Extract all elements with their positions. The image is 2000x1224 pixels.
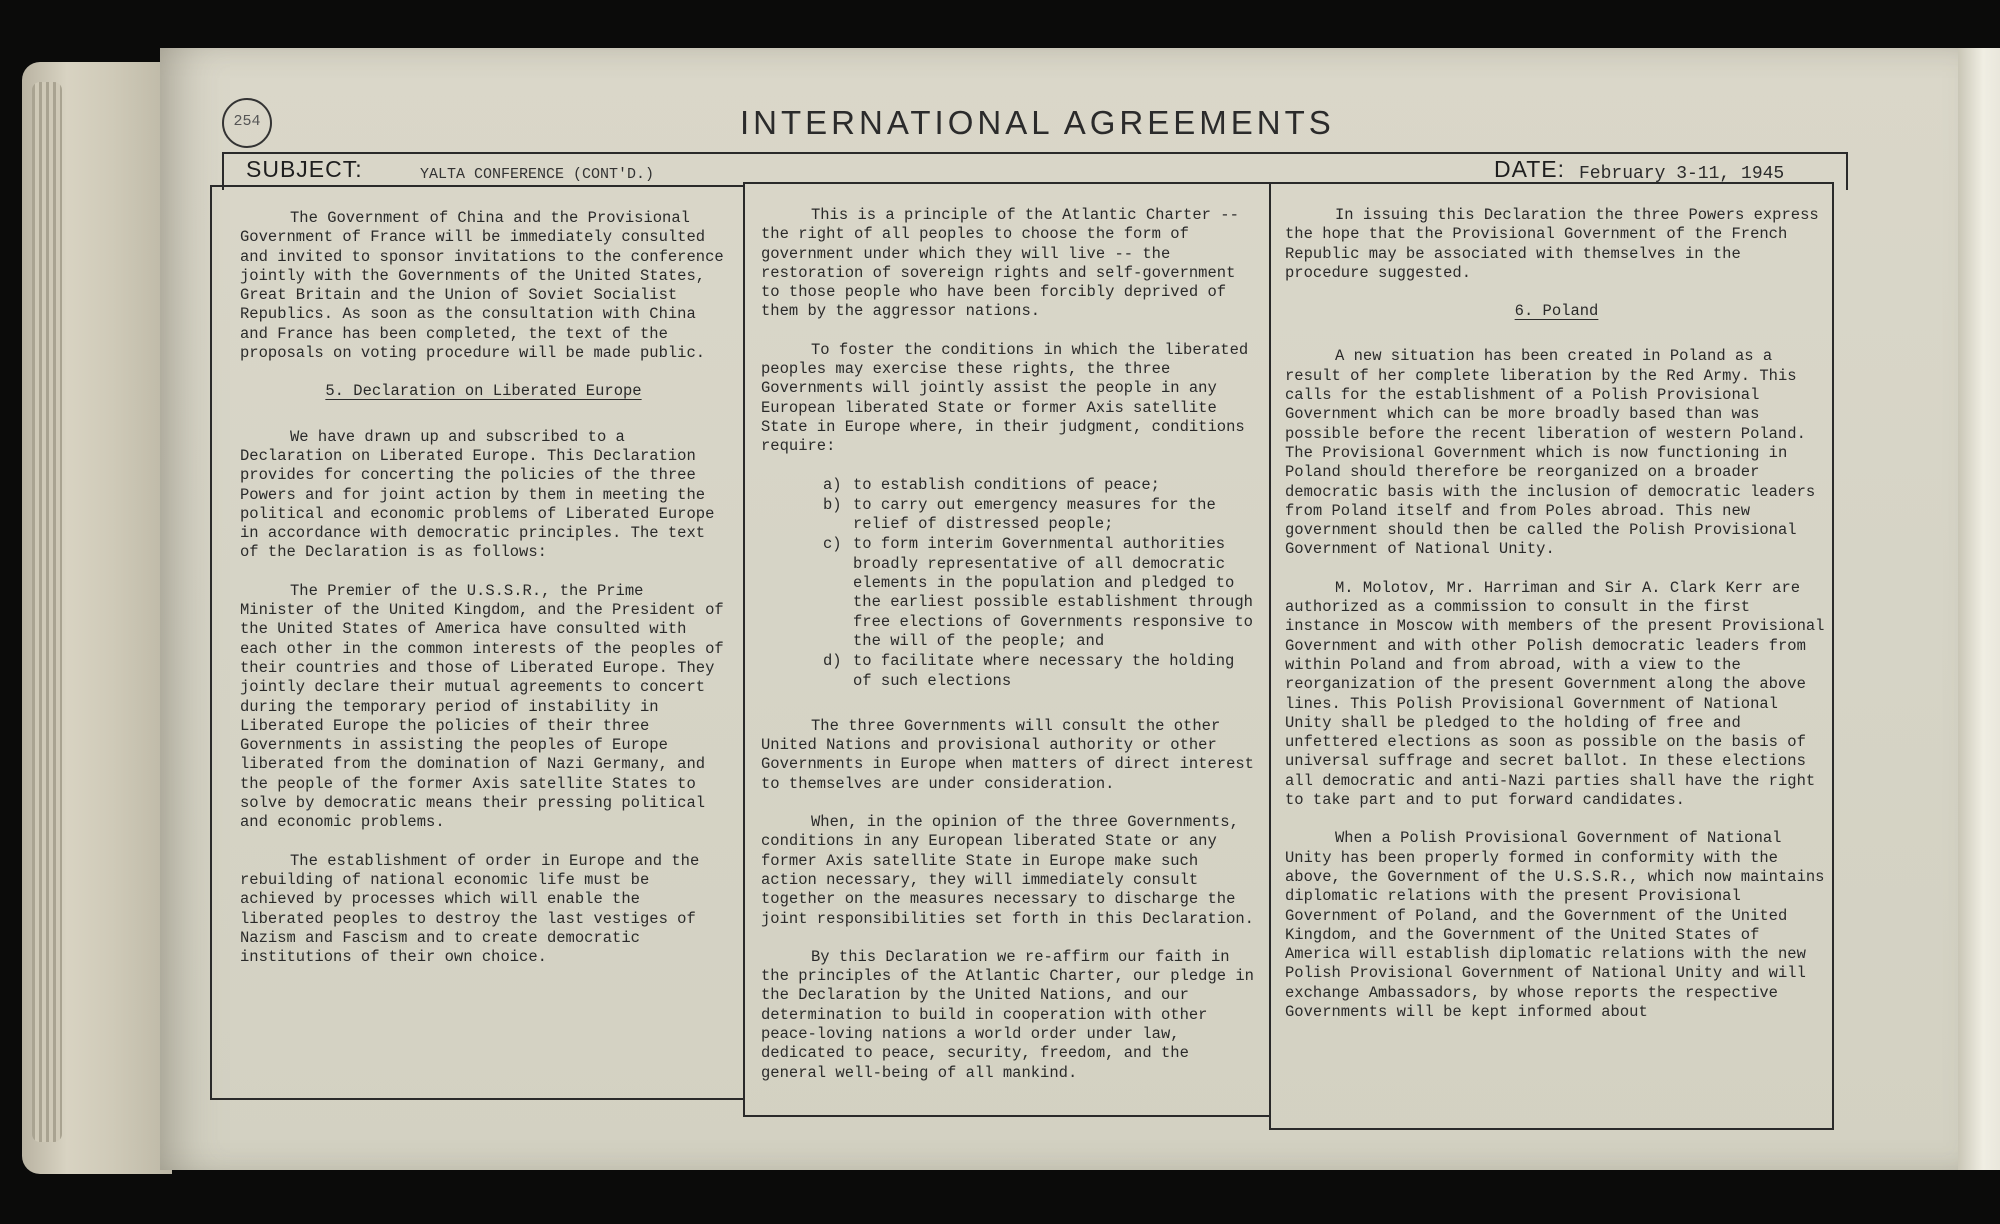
paragraph: The Government of China and the Provisional Government of France will be immediately consulted and invited to sponsor invitations to the conference jointly with the Governments of the United States, Great Britain and the Union of Soviet Socialist Republics. As soon as the consultation with China and France has been completed, the text of the proposals on voting procedure will be made public. [240,209,724,363]
list-item [823,496,1255,535]
text-column-2 [743,182,1271,1117]
paragraph: M. Molotov, Mr. Harriman and Sir A. Clark Kerr are authorized as a commission to consult in the first instance in Moscow with members of the present Provisional Government and with other Polish democratic leaders from within Poland and from abroad, with a view to the reorganization of the present Government along the above lines. This Polish Provisional Government of National Unity shall be pledged to the holding of free and unfettered elections as soon as possible on the basis of universal suffrage and secret ballot. In these elections all democratic and anti-Nazi parties shall have the right to take part and to put forward candidates. [1285,578,1825,810]
paragraph: This is a principle of the Atlantic Charter -- the right of all peoples to choose the form of government under which they will live -- the restoration of sovereign rights and self-government to those people who have been forcibly deprived of them by the aggressor nations. [761,206,1239,321]
list-item-label: c) [823,535,842,554]
date-value: February 3-11, 1945 [1579,164,1785,184]
section-heading-6: 6. Poland [1514,302,1599,321]
conditions-list [745,476,1269,691]
text-column-3 [1269,182,1834,1130]
paragraph: When a Polish Provisional Government of National Unity has been properly formed in conformity with the above, the Government of the U.S.S.R., which now maintains diplomatic relations with the present Provisional Government of Poland, and the Government of the United Kingdom, and the Government of the United States of America will establish diplomatic relations with the new Polish Provisional Government of National Unity and will exchange Ambassadors, by whose reports the respective Governments will be kept informed about [1285,829,1825,1021]
date-label: DATE: [1494,156,1566,182]
list-item-label: b) [823,495,842,514]
list-item-text: to facilitate where necessary the holding of such elections [853,652,1235,690]
subject-label: SUBJECT: [246,156,363,182]
section-heading-5: 5. Declaration on Liberated Europe [325,382,642,401]
paragraph: The three Governments will consult the other United Nations and provisional authority or other Governments in Europe when matters of direct interest to themselves are under consideration. [761,716,1254,793]
list-item [823,535,1255,651]
book-page-edge [22,62,172,1174]
subject-value: YALTA CONFERENCE (CONT'D.) [420,166,655,183]
list-item-text: to carry out emergency measures for the relief of distressed people; [853,495,1216,534]
paragraph: By this Declaration we re-affirm our faith in the principles of the Atlantic Charter, our pledge in the Declaration by the United Nations, and our determination to build in cooperation with other peace-loving nations a world order under law, dedicated to peace, security, freedom, and the general well-being of all mankind. [761,947,1254,1082]
page-title: INTERNATIONAL AGREEMENTS [740,104,1335,141]
list-item-label: d) [823,652,842,671]
text-column-1 [210,185,745,1100]
paragraph: In issuing this Declaration the three Powers express the hope that the Provisional Government of the French Republic may be associated with themselves in the procedure suggested. [1285,206,1819,282]
page-curl [1958,48,2000,1170]
paragraph: The establishment of order in Europe and the rebuilding of national economic life must be achieved by processes which will enable the liberated peoples to destroy the last vestiges of Nazism and Fascism and to create democratic institutions of their own choice. [240,851,700,967]
list-item-label: a) [823,475,842,494]
paragraph: The Premier of the U.S.S.R., the Prime Minister of the United Kingdom, and the President of the United States of America have consulted with each other in the common interests of the peoples of their countries and those of Liberated Europe. They jointly declare their mutual agreements to concert during the temporary period of instability in Liberated Europe the policies of their three Governments in assisting the peoples of Europe liberated from the domination of Nazi Germany, and the people of the former Axis satellite States to solve by democratic means their pressing political and economic problems. [240,581,724,832]
list-item [823,476,1255,495]
paragraph: We have drawn up and subscribed to a Declaration on Liberated Europe. This Declaration provides for concerting the policies of the three Powers and for joint action by them in meeting the political and economic problems of Liberated Europe in accordance with democratic principles. The text of the Declaration is as follows: [240,427,715,562]
paragraph: To foster the conditions in which the liberated peoples may exercise these rights, the three Governments will jointly assist the people in any European liberated State or former Axis satellite State in Europe where, in their judgment, conditions require: [761,340,1249,456]
list-item [823,652,1255,691]
list-item-text: to establish conditions of peace; [853,475,1160,494]
list-item-text: to form interim Governmental authorities broadly representative of all democratic elements in the population and pledged to the earliest possible establishment through free elections of Governments responsive to the will of the people; and [853,535,1253,650]
page-number: 254 [222,98,272,148]
paragraph: A new situation has been created in Poland as a result of her complete liberation by the Red Army. This calls for the establishment of a Polish Provisional Government which can be more broadly based than was possible before the recent liberation of western Poland. The Provisional Government which is now functioning in Poland should therefore be reorganized on a broader democratic basis with the inclusion of democratic leaders from Poland itself and from Poles abroad. This new government should then be called the Polish Provisional Government of National Unity. [1285,347,1816,559]
paragraph: When, in the opinion of the three Governments, conditions in any European liberated State or any former Axis satellite State in Europe make such action necessary, they will immediately consult together on the measures necessary to discharge the joint responsibilities set forth in this Declaration. [761,813,1254,928]
